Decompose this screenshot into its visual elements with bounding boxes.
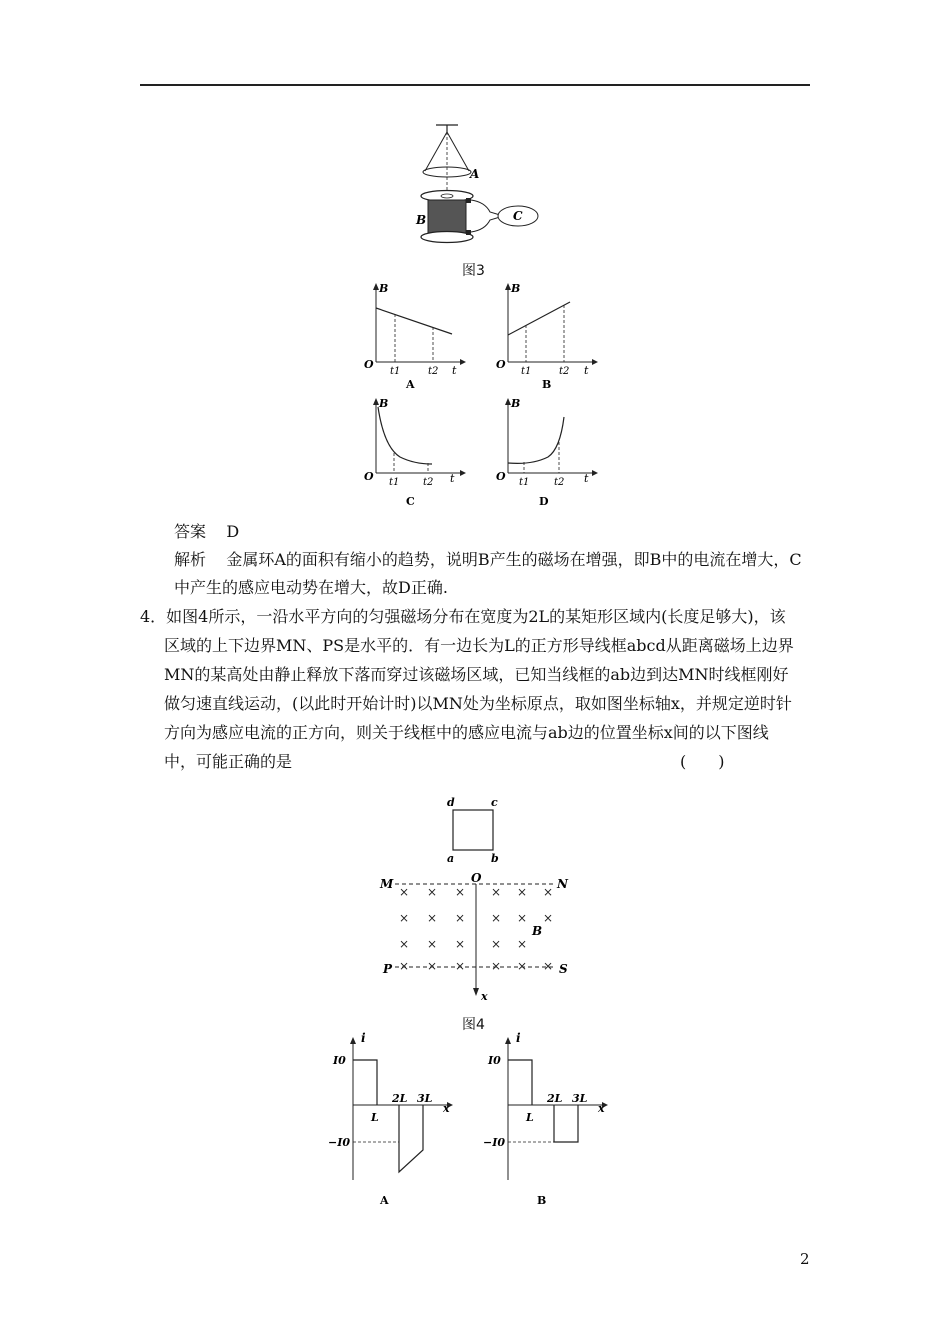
header-rule (140, 84, 810, 86)
svg-text:×: × (399, 937, 410, 951)
graph-id-label: A (380, 1194, 389, 1207)
origin-label: O (496, 358, 506, 371)
label-P: P (383, 962, 393, 976)
y-axis-label: B (379, 397, 389, 410)
y-axis-label: i (516, 1031, 521, 1045)
t2-label: t2 (423, 477, 434, 488)
question4-line-2: 区域的上下边界MN、PS是水平的．有一边长为L的正方形导线框abcd从距离磁场上边界 (164, 636, 794, 655)
corner-a: a (447, 852, 455, 865)
analysis-label: 解析 (174, 550, 207, 569)
label-B-field: B (532, 924, 543, 938)
svg-text:×: × (399, 885, 410, 899)
x-axis-label: t (450, 472, 455, 485)
t1-label: t1 (390, 366, 401, 377)
svg-text:×: × (399, 959, 410, 973)
svg-text:×: × (427, 959, 438, 973)
neg-level-label: −I0 (483, 1136, 506, 1149)
svg-text:×: × (455, 911, 466, 925)
label-O: O (471, 871, 482, 885)
svg-text:×: × (491, 959, 502, 973)
graph-id-label: D (539, 495, 549, 508)
svg-text:×: × (491, 885, 502, 899)
corner-b: b (491, 852, 499, 865)
svg-text:×: × (427, 911, 438, 925)
question4-line-1: 4．如图4所示，一沿水平方向的匀强磁场分布在宽度为2L的某矩形区域内(长度足够大)，该 (140, 607, 786, 626)
corner-c: c (491, 796, 498, 809)
origin-label: O (364, 470, 374, 483)
svg-text:×: × (427, 885, 438, 899)
fig3-graph-D (492, 395, 602, 510)
tick-3L: 3L (572, 1092, 588, 1105)
label-S: S (559, 962, 568, 976)
circuit-label-C: C (513, 209, 523, 223)
figure4-caption: 图4 (462, 1017, 485, 1033)
y-axis-label: B (511, 397, 521, 410)
svg-text:×: × (399, 911, 410, 925)
t2-label: t2 (559, 366, 570, 377)
svg-text:×: × (543, 911, 554, 925)
y-axis-label: i (361, 1031, 366, 1045)
svg-text:×: × (517, 959, 528, 973)
t1-label: t1 (519, 477, 530, 488)
corner-d: d (447, 796, 455, 809)
answer-bracket: ( ) (680, 752, 725, 771)
svg-text:×: × (455, 959, 466, 973)
label-x-axis: x (481, 990, 488, 1003)
y-axis-label: B (511, 282, 521, 295)
question4-line-5: 方向为感应电流的正方向，则关于线框中的感应电流与ab边的位置坐标x间的以下图线 (164, 723, 769, 742)
analysis-line-2: 中产生的感应电动势在增大，故D正确. (174, 578, 448, 597)
graph-id-label: A (406, 378, 415, 390)
svg-text:×: × (491, 937, 502, 951)
x-axis-label: x (598, 1102, 605, 1115)
svg-text:×: × (491, 911, 502, 925)
x-axis-label: x (443, 1102, 450, 1115)
svg-text:×: × (427, 937, 438, 951)
y-axis-label: B (379, 282, 389, 295)
answer-label: 答案 (174, 522, 207, 541)
svg-text:×: × (517, 885, 528, 899)
fig4-graph-B (480, 1030, 620, 1210)
question4-line-3: MN的某高处由静止释放下落而穿过该磁场区域，已知当线框的ab边到达MN时线框刚好 (164, 665, 789, 684)
svg-text:×: × (543, 959, 554, 973)
page-number: 2 (800, 1250, 810, 1268)
answer-line (174, 518, 239, 546)
figure3-caption: 图3 (462, 263, 485, 279)
tick-2L: 2L (392, 1092, 408, 1105)
graph-id-label: C (406, 495, 415, 508)
ring-label-A: A (470, 167, 480, 181)
svg-text:×: × (455, 885, 466, 899)
tick-L: L (526, 1111, 534, 1124)
tick-3L: 3L (417, 1092, 433, 1105)
svg-text:×: × (455, 937, 466, 951)
coil-label-B: B (416, 213, 427, 227)
neg-level-label: −I0 (328, 1136, 351, 1149)
fig4-graph-A (325, 1030, 465, 1210)
t2-label: t2 (554, 477, 565, 488)
x-axis-label: t (452, 364, 457, 377)
answer-value: D (226, 522, 240, 541)
x-axis-label: t (584, 364, 589, 377)
tick-L: L (371, 1111, 379, 1124)
pos-level-label: I0 (488, 1054, 501, 1067)
t1-label: t1 (521, 366, 532, 377)
label-N: N (557, 877, 568, 891)
svg-text:×: × (517, 937, 528, 951)
tick-2L: 2L (547, 1092, 563, 1105)
x-axis-label: t (584, 472, 589, 485)
svg-text:×: × (517, 911, 528, 925)
question4-line-4: 做匀速直线运动，(以此时开始计时)以MN处为坐标原点，取如图坐标轴x，并规定逆时针 (164, 694, 792, 713)
origin-label: O (364, 358, 374, 371)
origin-label: O (496, 470, 506, 483)
fig3-graph-B (492, 280, 602, 390)
question4-line-6: 中，可能正确的是 (164, 752, 293, 771)
square-loop (453, 810, 493, 850)
figure4-diagram (375, 790, 575, 1005)
figure3-apparatus (400, 120, 550, 250)
graph-id-label: B (537, 1194, 547, 1207)
t1-label: t1 (389, 477, 400, 488)
graph-id-label: B (542, 378, 552, 390)
fig3-graph-C (360, 395, 470, 510)
t2-label: t2 (428, 366, 439, 377)
analysis-line-1 (174, 546, 802, 574)
analysis-text-1: 金属环A的面积有缩小的趋势，说明B产生的磁场在增强，即B中的电流在增大，C (226, 550, 802, 569)
svg-text:×: × (543, 885, 554, 899)
label-M: M (380, 877, 394, 891)
fig3-graph-A (360, 280, 470, 390)
pos-level-label: I0 (333, 1054, 346, 1067)
